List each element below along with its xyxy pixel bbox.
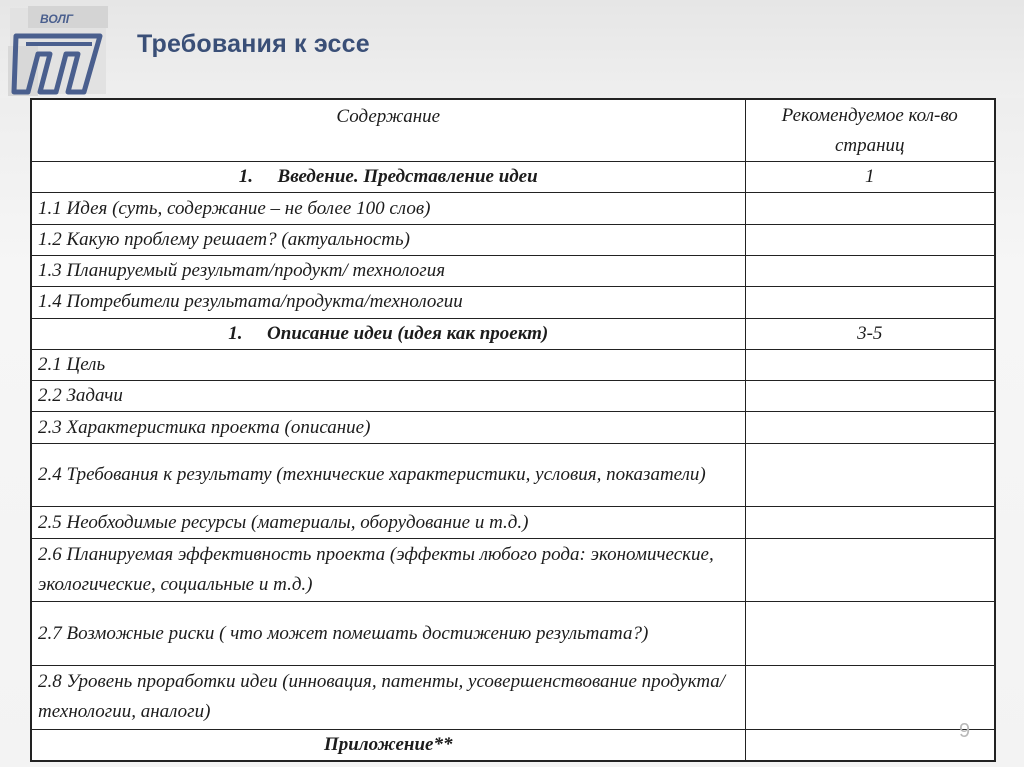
table-row — [31, 349, 995, 380]
row-content: 2.2 Задачи — [31, 381, 745, 412]
row-content: 1.1 Идея (суть, содержание – не более 100 слов) — [31, 193, 745, 224]
table-row — [31, 256, 995, 287]
row-pages — [745, 412, 995, 443]
row-content: 2.8 Уровень проработки идеи (инновация, патенты, усовершенствование продукта/технологии, аналоги) — [31, 665, 745, 729]
appendix-row — [31, 729, 995, 761]
table-row — [31, 602, 995, 666]
logo-text: ВОЛГ — [40, 12, 74, 26]
essay-requirements-table — [30, 98, 996, 762]
table-row — [31, 665, 995, 729]
university-logo — [8, 6, 108, 96]
row-pages — [745, 224, 995, 255]
page-title: Требования к эссе — [137, 30, 370, 58]
row-pages — [745, 507, 995, 538]
table-row — [31, 443, 995, 507]
row-pages — [745, 349, 995, 380]
row-pages — [745, 193, 995, 224]
table-row — [31, 538, 995, 602]
row-pages — [745, 665, 995, 729]
row-content: 1.4 Потребители результата/продукта/технологии — [31, 287, 745, 318]
section-number: 1. — [228, 322, 243, 344]
header-content: Содержание — [31, 99, 745, 162]
row-content: 2.3 Характеристика проекта (описание) — [31, 412, 745, 443]
section-pages: 1 — [745, 162, 995, 193]
row-pages — [745, 602, 995, 666]
row-pages — [745, 287, 995, 318]
table-row — [31, 507, 995, 538]
table-row — [31, 287, 995, 318]
header-pages: Рекомендуемое кол-во страниц — [745, 99, 995, 162]
section-title: Описание идеи (идея как проект) — [267, 322, 549, 344]
row-content: 2.4 Требования к результату (технические характеристики, условия, показатели) — [31, 443, 745, 507]
section-row — [31, 318, 995, 349]
table-header-row — [31, 99, 995, 162]
row-content: 2.5 Необходимые ресурсы (материалы, оборудование и т.д.) — [31, 507, 745, 538]
row-pages — [745, 443, 995, 507]
row-pages — [745, 538, 995, 602]
slide-page-number: 9 — [959, 720, 971, 742]
row-pages — [745, 381, 995, 412]
section-pages: 3-5 — [745, 318, 995, 349]
row-content: 2.6 Планируемая эффективность проекта (эффекты любого рода: экономические, экологические, социальные и т.д.) — [31, 538, 745, 602]
row-content: 1.2 Какую проблему решает? (актуальность) — [31, 224, 745, 255]
row-pages — [745, 256, 995, 287]
section-number: 1. — [238, 166, 254, 188]
table-row — [31, 224, 995, 255]
section-row — [31, 162, 995, 193]
table-row — [31, 193, 995, 224]
row-content: 2.1 Цель — [31, 349, 745, 380]
row-pages — [745, 729, 995, 761]
table-row — [31, 412, 995, 443]
appendix-label: Приложение** — [31, 729, 745, 761]
row-content: 2.7 Возможные риски ( что может помешать достижению результата?) — [31, 602, 745, 666]
row-content: 1.3 Планируемый результат/продукт/ технология — [31, 256, 745, 287]
table-row — [31, 381, 995, 412]
section-title: Введение. Представление идеи — [277, 166, 538, 188]
